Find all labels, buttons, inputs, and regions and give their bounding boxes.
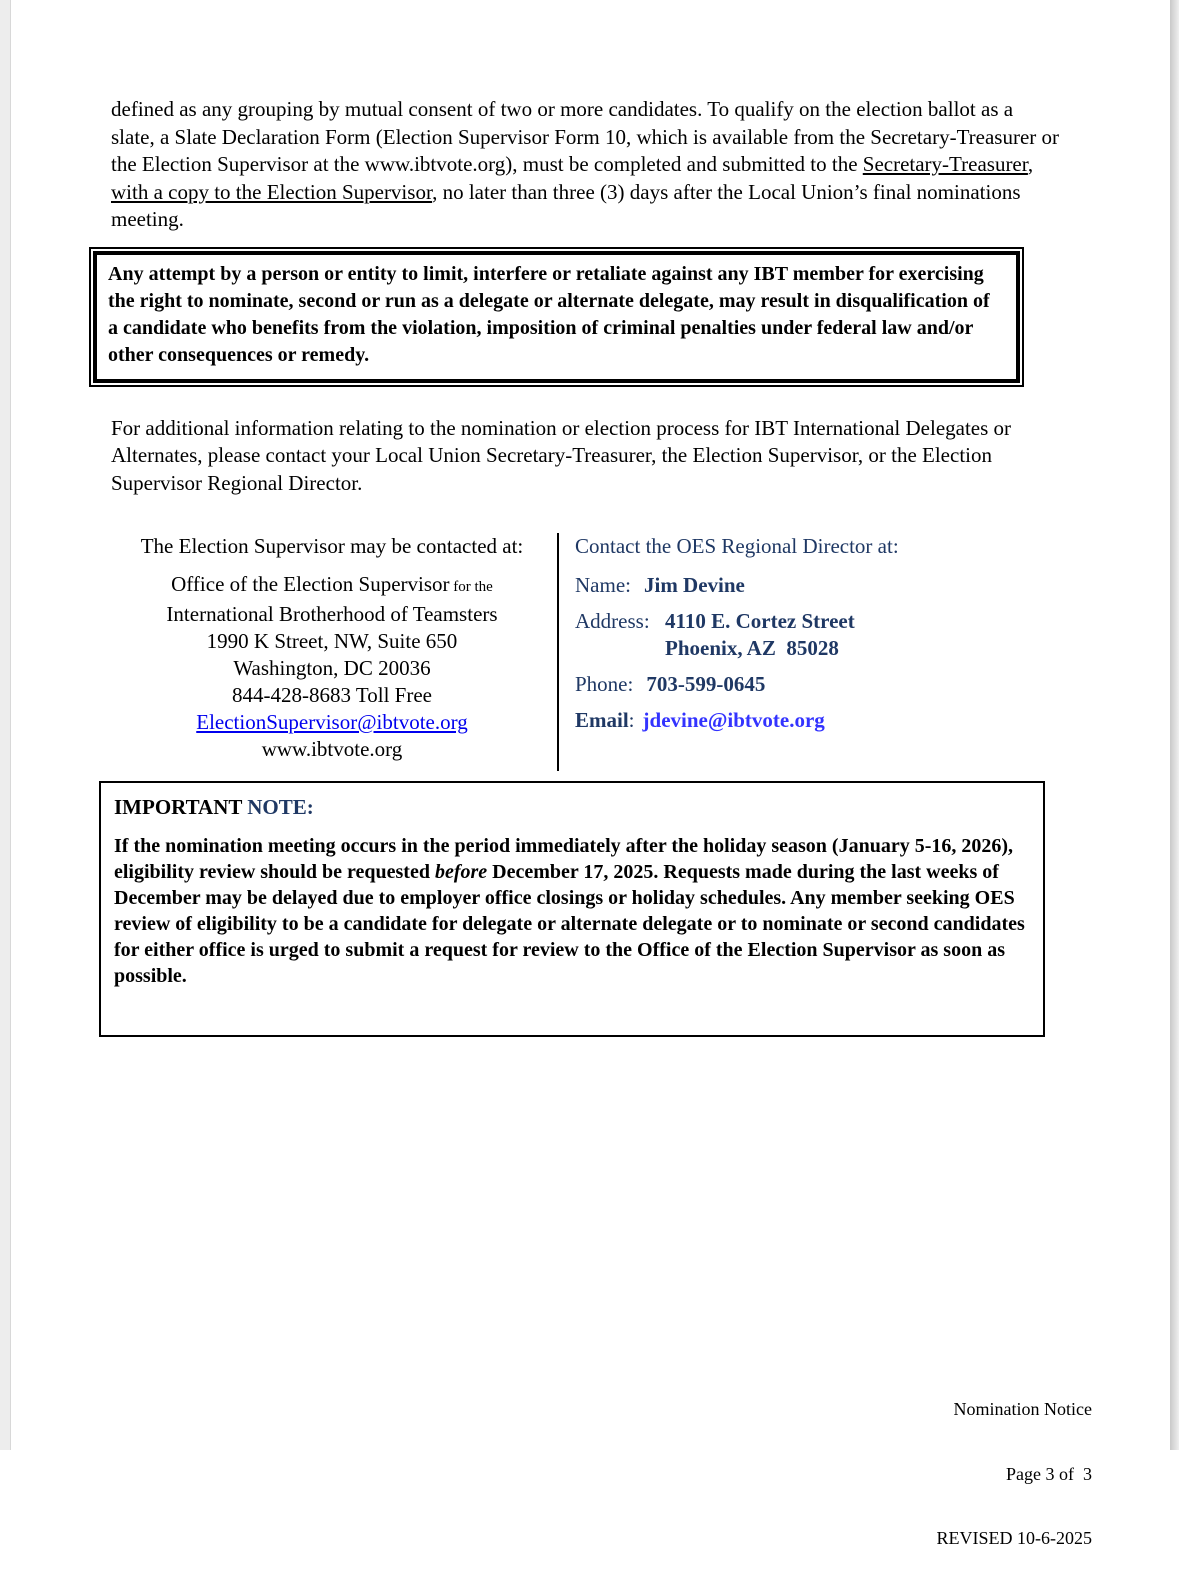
election-supervisor-email-link[interactable]: ElectionSupervisor@ibtvote.org bbox=[196, 710, 468, 734]
director-name-row bbox=[575, 572, 1170, 599]
page-footer bbox=[937, 1356, 1093, 1593]
intro-underline-secretary-treasurer: Secretary-Treasurer bbox=[862, 152, 1028, 176]
intro-text-post: , no later than three (3) days after the Local Union’s final nominations meeting. bbox=[111, 179, 1026, 231]
important-note-body bbox=[114, 833, 1030, 989]
contact-section bbox=[111, 533, 1170, 771]
election-supervisor-contact-heading: The Election Supervisor may be contacted at: bbox=[140, 534, 524, 558]
director-address bbox=[665, 608, 855, 662]
office-city: Washington, DC 20036 bbox=[233, 656, 431, 680]
intro-text-pre: defined as any grouping by mutual consent of two or more candidates. To qualify on the election ballot as a slate, a Slate Declaration Form (Election Supervisor Form 10, which is available from the Secretary-Treasurer or the Election Supervisor at the www.ibtvote.org), must be completed and submitted to the bbox=[111, 97, 1065, 176]
regional-director-email-link[interactable]: jdevine@ibtvote.org bbox=[642, 708, 825, 732]
document-page bbox=[11, 0, 1170, 1548]
footer-revision-date: REVISED 10-6-2025 bbox=[936, 1528, 1092, 1548]
viewer-left-edge bbox=[0, 0, 11, 1450]
viewer-right-edge[interactable] bbox=[1170, 0, 1179, 1450]
email-colon: : bbox=[628, 708, 635, 732]
intro-underline-copy-to-supervisor: with a copy to the Election Supervisor bbox=[111, 179, 433, 204]
org-name: International Brotherhood of Teamsters bbox=[166, 602, 498, 626]
important-note-title bbox=[114, 795, 1027, 820]
retaliation-warning-box bbox=[89, 247, 1024, 387]
additional-info-paragraph: For additional information relating to the nomination or election process for IBT International Delegates or Alternates, please contact your Local Union Secretary-Treasurer, the Election Supervisor, or the Election Supervisor Regional Director. bbox=[111, 415, 1016, 495]
office-phone: 844-428-8683 Toll Free bbox=[232, 683, 432, 707]
director-phone: 703-599-0645 bbox=[646, 672, 766, 696]
footer-doc-title: Nomination Notice bbox=[953, 1399, 1092, 1419]
director-name: Jim Devine bbox=[643, 573, 745, 597]
director-email-row bbox=[575, 707, 1170, 734]
name-label: Name: bbox=[575, 573, 631, 597]
intro-paragraph bbox=[111, 96, 1065, 234]
office-name-suffix: for the bbox=[449, 579, 493, 595]
note-body-pre: If the nomination meeting occurs in the period immediately after the holiday season (January 5-16, 2026), eligibility review should be requested bbox=[114, 835, 1019, 883]
address-label: Address: bbox=[575, 609, 650, 633]
office-line bbox=[111, 571, 553, 601]
director-address-row bbox=[575, 608, 1170, 662]
regional-director-contact-column bbox=[559, 533, 1170, 771]
office-website: www.ibtvote.org bbox=[261, 737, 403, 761]
email-label: Email bbox=[575, 708, 629, 732]
note-title-important: IMPORTANT bbox=[114, 795, 248, 819]
director-phone-row bbox=[575, 671, 1170, 698]
regional-director-heading: Contact the OES Regional Director at: bbox=[575, 534, 899, 558]
important-note-box bbox=[99, 781, 1045, 1037]
retaliation-warning-text: Any attempt by a person or entity to limit, interfere or retaliate against any IBT member for exercising the right to nominate, second or run as a delegate or alternate delegate, may result in disqualification of a candidate who benefits from the violation, imposition of criminal penalties under federal law and/or other consequences or remedy. bbox=[93, 251, 1020, 383]
address-line1: 4110 E. Cortez Street bbox=[665, 609, 855, 633]
intro-text-mid: , bbox=[1027, 152, 1039, 176]
election-supervisor-contact-column bbox=[111, 533, 557, 771]
office-street: 1990 K Street, NW, Suite 650 bbox=[206, 629, 458, 653]
note-title-note: NOTE: bbox=[247, 795, 314, 819]
phone-label: Phone: bbox=[575, 672, 634, 696]
note-body-post: December 17, 2025. Requests made during the last weeks of December may be delayed due to employer office closings or holiday schedules. Any member seeking OES review of eligibility to be a candidate for delegate or alternate delegate or to nominate or second candidates for either office is urged to submit a request for review to the Office of the Election Supervisor as soon as possible. bbox=[114, 861, 1030, 987]
office-name: Office of the Election Supervisor bbox=[171, 572, 450, 596]
note-body-before-italic: before bbox=[434, 861, 488, 883]
footer-page-number: Page 3 of 3 bbox=[1006, 1463, 1092, 1484]
address-line2: Phoenix, AZ 85028 bbox=[665, 636, 839, 660]
